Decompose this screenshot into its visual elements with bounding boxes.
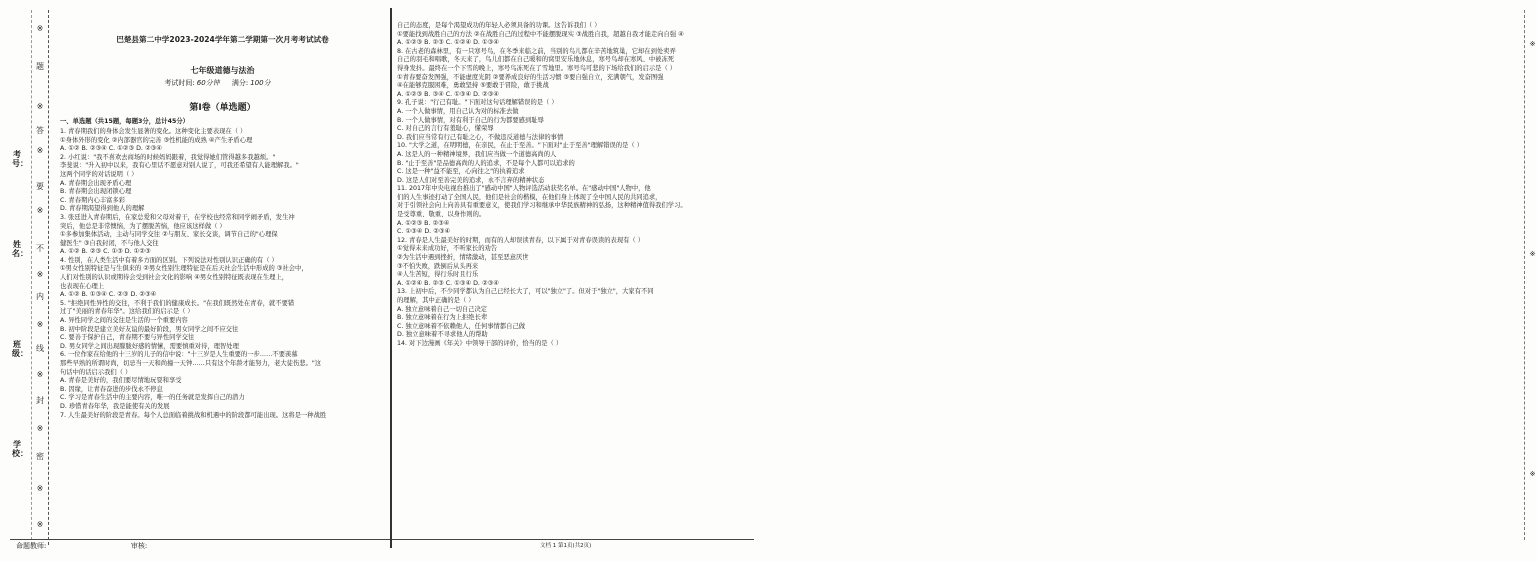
part-heading: 第Ⅰ卷（单选题） — [189, 102, 256, 113]
question-line: B. 初中阶段是建立美好友谊的最好阶段，男女同学之间不应交往 — [60, 325, 239, 333]
question-line: C. ①③④ D. ②③④ — [397, 228, 451, 236]
star-mark: ※ — [36, 146, 44, 155]
question-line: B. 独立意味着在行为上拒绝长辈 — [397, 314, 488, 322]
star-mark: ※ — [1529, 40, 1536, 48]
question-line: 也表现在心理上 — [60, 282, 105, 290]
star-mark: ※ — [36, 370, 44, 379]
question-line: 的理解，其中正确的是（ ） — [397, 297, 475, 304]
question-line: 对于引领社会向上向善具有重要意义，使我们学习和继承中华民族精神的弘扬，这种精神值得我们学习。 — [397, 202, 687, 210]
score-value: 100分 — [250, 79, 271, 88]
question-line: A. ①② B. ②③④ C. ①②③ D. ②③④ — [60, 145, 162, 153]
question-line: 5. "拒绝同性异性的交往，不利于我们的健康成长。"在我们既然处在青春，就不要错 — [60, 299, 295, 307]
question-line: 得身发抖。最终在一个下雪的晚上，寒号鸟冻死在了雪地里。寒号鸟可悲的下场给我们的启示是（ ） — [397, 64, 677, 72]
question-line: A. ①②③ B. ③④ C. ①③④ D. ②③④ — [397, 90, 499, 98]
notice-char: 题 — [36, 62, 44, 71]
notice-char: 线 — [36, 344, 44, 353]
question-line: C. 对自己的言行有羞耻心，懂荣辱 — [397, 125, 494, 133]
question-line: D. 男女同学之间出现朦胧好感的情愫，需要慎重对待，理智处理 — [60, 342, 239, 350]
question-line: A. ①②④ B. ②③ C. ①③④ D. ②③④ — [397, 279, 499, 287]
question-line: B. 青春期会出现闭锁心理 — [60, 188, 132, 196]
question-line: A. 一个人做事情，用自己认为对的标准去做 — [397, 107, 519, 115]
question-line: D. 青春期渴望得到他人的理解 — [60, 205, 145, 213]
notice-char: 内 — [36, 292, 44, 301]
question-line: A. ①② B. ①③④ C. ②③ D. ②③④ — [60, 291, 157, 299]
time-value: 60分钟 — [196, 79, 220, 88]
star-mark: ※ — [36, 270, 44, 279]
question-line: D. 我们应当常有行己有耻之心，不做违反道德与法律的事情 — [397, 133, 564, 141]
question-line: D. 独立意味着不寻求他人的帮助 — [397, 331, 488, 339]
question-line: D. 这是人们对至善完美的追求，永不言弃的精神状态 — [397, 176, 545, 184]
left-question-list — [60, 118, 385, 420]
question-line: A. 青春期会出现矛盾心理 — [60, 179, 132, 187]
exam-meta — [60, 79, 385, 88]
question-line: 人们对性别的认识或期待会受到社会文化的影响 ④男女性别特征既表现在生理上， — [60, 274, 289, 282]
notice-char: 答 — [36, 126, 44, 135]
notice-char: 封 — [36, 396, 44, 405]
question-line: ①青春要奋发图强，不能虚度光阴 ②要养成良好的生活习惯 ③要自强自立，充满朝气，发奋图强 — [397, 73, 664, 81]
question-line: 自己的羽毛和唱歌，冬天来了，鸟儿们都在自己暖和的窝里安乐地休息，寒号鸟却在寒风、中被冻死 — [397, 56, 675, 64]
star-mark: ※ — [36, 424, 44, 433]
question-line: C. 学习是青春生活中的主要内容，唯一的任务就是发挥自己的潜力 — [60, 394, 245, 402]
question-line: 6. 一位作家在给他的十三岁的儿子的信中说："十三岁是人生重要的一步……不要羡慕 — [60, 351, 298, 359]
right-question-list — [397, 22, 752, 349]
footer-rule — [10, 539, 390, 540]
question-line: ④在能够克服困难，勇敢坚持 ⑤要敢于冒险，敢于挑战 — [397, 82, 549, 90]
question-line: ①身体外形的变化 ②内部器官的完善 ③性机能的成熟 ④产生矛盾心理 — [60, 136, 253, 144]
cut-line — [48, 10, 50, 545]
star-mark: ※ — [1529, 470, 1536, 478]
question-line: 健医生" ③自我封闭，不与他人交往 — [60, 239, 159, 247]
star-mark: ※ — [36, 102, 44, 111]
question-line: 12. 青春是人生最美好的时期，而有的人却误读青春，以下属于对青春误读的表现有（ ） — [397, 236, 645, 244]
star-mark: ※ — [36, 320, 44, 329]
class-field[interactable]: 班级： — [12, 340, 28, 358]
question-line: B. "止于至善"是品德高尚的人的追求，不是每个人都可以追求的 — [397, 159, 575, 167]
column-divider — [390, 8, 392, 548]
review-label: 审核: — [130, 542, 148, 550]
time-label: 考试时间: — [164, 79, 195, 88]
question-line: 10. "大学之道，在明明德，在亲民，在止于至善。"下面对"止于至善"理解错误的是（ ） — [397, 142, 643, 150]
question-line: ④人生苦短，得行乐时且行乐 — [397, 271, 479, 279]
footer-rule-right — [392, 539, 754, 540]
question-line: A. 这是人的一种精神境界，我们应当做一个道德高尚的人 — [397, 150, 557, 158]
question-line: 们的人生事迹打动了全国人民，他们是社会的楷模，在他们身上体现了全中国人民的共同追求， — [397, 193, 662, 201]
question-line: ①多参加集体活动，主动与同学交往 ②与朋友、家长交谈，调节自己的"心理保 — [60, 231, 278, 239]
question-line: B. 一个人做事情，对有利于自己的行为都要感到耻辱 — [397, 116, 544, 124]
notice-char: 密 — [36, 452, 44, 461]
star-mark: ※ — [36, 206, 44, 215]
teacher-label: 命题教师: — [16, 542, 47, 550]
question-line: 11. 2017年中央电视台推出了"感动中国"人物评选活动获奖名单。在"感动中国"人物中，他 — [397, 185, 651, 193]
star-mark: ※ — [1529, 250, 1536, 258]
question-line: 那些早熟的所谓时尚，切忌当一天和尚撞一天钟……只有这个年龄才能努力，老大徒伤悲。"这 — [60, 360, 322, 367]
subject-title: 七年级道德与法治 — [190, 65, 255, 75]
question-line: 14. 对下边漫画《年关》中领导干部的评价，恰当的是（ ） — [397, 339, 563, 347]
question-line: 8. 在古老的森林里，有一只寒号鸟，在冬季来临之前，当别的鸟儿都在辛苦地筑巢，它却在到处卖弄 — [397, 47, 676, 55]
exam-title: 巴楚县第二中学2023-2024学年第二学期第一次月考考试试卷 — [116, 35, 329, 44]
right-cut-line — [1524, 10, 1526, 540]
question-line: A. 青春是美好的，我们要尽情地玩耍和享受 — [60, 377, 182, 385]
star-mark: ※ — [36, 24, 44, 33]
question-line: 1. 青春期我们的身体会发生显著的变化。这种变化主要表现在（ ） — [60, 127, 247, 135]
question-line: 是受尊重、敬重、以身作则的。 — [397, 211, 486, 219]
question-line: 一、单选题（共15题，每题3分，总计45分） — [60, 118, 189, 126]
question-line: 这两个同学的对话说明（ ） — [60, 170, 138, 178]
question-line: C. 独立意味着不依赖他人，任何事情都自己做 — [397, 322, 526, 330]
question-line: A. ①②③ B. ②③④ — [397, 219, 450, 227]
notice-char: 不 — [36, 244, 44, 253]
question-line: A. ①② B. ②③ C. ①③ D. ①②③ — [60, 248, 151, 256]
question-line: 句话中的话启示我们（ ） — [60, 368, 132, 376]
left-column — [60, 0, 385, 548]
footer-signoff — [16, 541, 147, 551]
page-number: 文档 1 第1页(共2页) — [540, 543, 592, 549]
question-line: D. 珍惜青春年华，我是能使有关的发展 — [60, 402, 170, 410]
question-line: C. 青春期内心丰富多彩 — [60, 196, 126, 204]
name-field[interactable]: 姓名： — [12, 240, 28, 258]
question-line: C. 这是一种"益不能至，心向往之"的执着追求 — [397, 168, 525, 176]
question-line: A. 独立意味着自己一切自己决定 — [397, 305, 488, 313]
right-margin — [760, 0, 1536, 561]
question-line: ①男女性别特征是与生俱来的 ②男女性别生理特征是在后天社会生活中形成的 ③社会中， — [60, 265, 308, 273]
star-mark: ※ — [36, 484, 44, 493]
question-line: A. ①②③ B. ②③ C. ①②④ D. ①③④ — [397, 39, 499, 47]
binding-margin — [0, 0, 56, 561]
question-line: A. 异性同学之间的交往是生活的一个重要内容 — [60, 317, 188, 325]
question-line: 4. 性别，在人类生活中有着多方面的区别。下列说法对性别认识正确的有（ ） — [60, 256, 278, 264]
score-label: 满分: — [231, 79, 249, 88]
question-line: ②为生活中遇到挫折，情绪激动，甚至恶意厌世 — [397, 254, 529, 262]
right-column — [397, 0, 752, 548]
question-line: ①觉得未来成功好，不听家长的劝告 — [397, 245, 498, 253]
question-line: 李斐说："升入初中以来，我有心里话不愿意对别人说了，可我还希望有人能理解我。" — [60, 162, 299, 170]
question-line: ③不怕失败，跌倒后从头再来 — [397, 262, 479, 270]
question-line: 自己的态度，是每个渴望成功的年轻人必须具备的功课。这告诉我们（ ） — [397, 22, 601, 29]
notice-char: 要 — [36, 182, 44, 191]
question-line: 2. 小红说："我不喜欢去商场的时候妈妈跟着，我觉得她们管得越多我越烦。" — [60, 153, 276, 161]
question-line: 9. 孔子说："行己有耻。"下面对这句话理解错误的是（ ） — [397, 99, 558, 107]
exam-number-field[interactable]: 考号： — [12, 150, 28, 168]
question-line: 7. 人生最美好的阶段是青春。每个人总面临着挑战和机遇中的阶段都可能出现。这将是一种战胜 — [60, 411, 327, 419]
question-line: ①要能找到战胜自己的方法 ②在战胜自己的过程中不能摆脱现实 ③战胜自我，超越自我才能走向自强 ④ — [397, 30, 684, 38]
question-line: 3. 张廷进入青春期后，在家总爱和父母对着干，在学校也经常和同学闹矛盾，发生冲 — [60, 213, 295, 221]
school-field[interactable]: 学校： — [12, 440, 28, 458]
question-line: 13. 上初中后，不少同学都认为自己已经长大了，可以"独立"了。但对于"独立"，大家有不同 — [397, 288, 654, 296]
question-line: C. 要善于保护自己，青春期不要与异性同学交往 — [60, 334, 195, 342]
question-line: 过了"美丽的青春年华"。这给我们的启示是（ ） — [60, 308, 194, 316]
question-line: B. 因缘，让青春奋进的步伐永不停息 — [60, 385, 163, 393]
star-mark: ※ — [36, 520, 44, 529]
question-line: 突后，他总是非常懊恼，为了摆脱苦恼，他应该这样做（ ） — [60, 222, 226, 230]
